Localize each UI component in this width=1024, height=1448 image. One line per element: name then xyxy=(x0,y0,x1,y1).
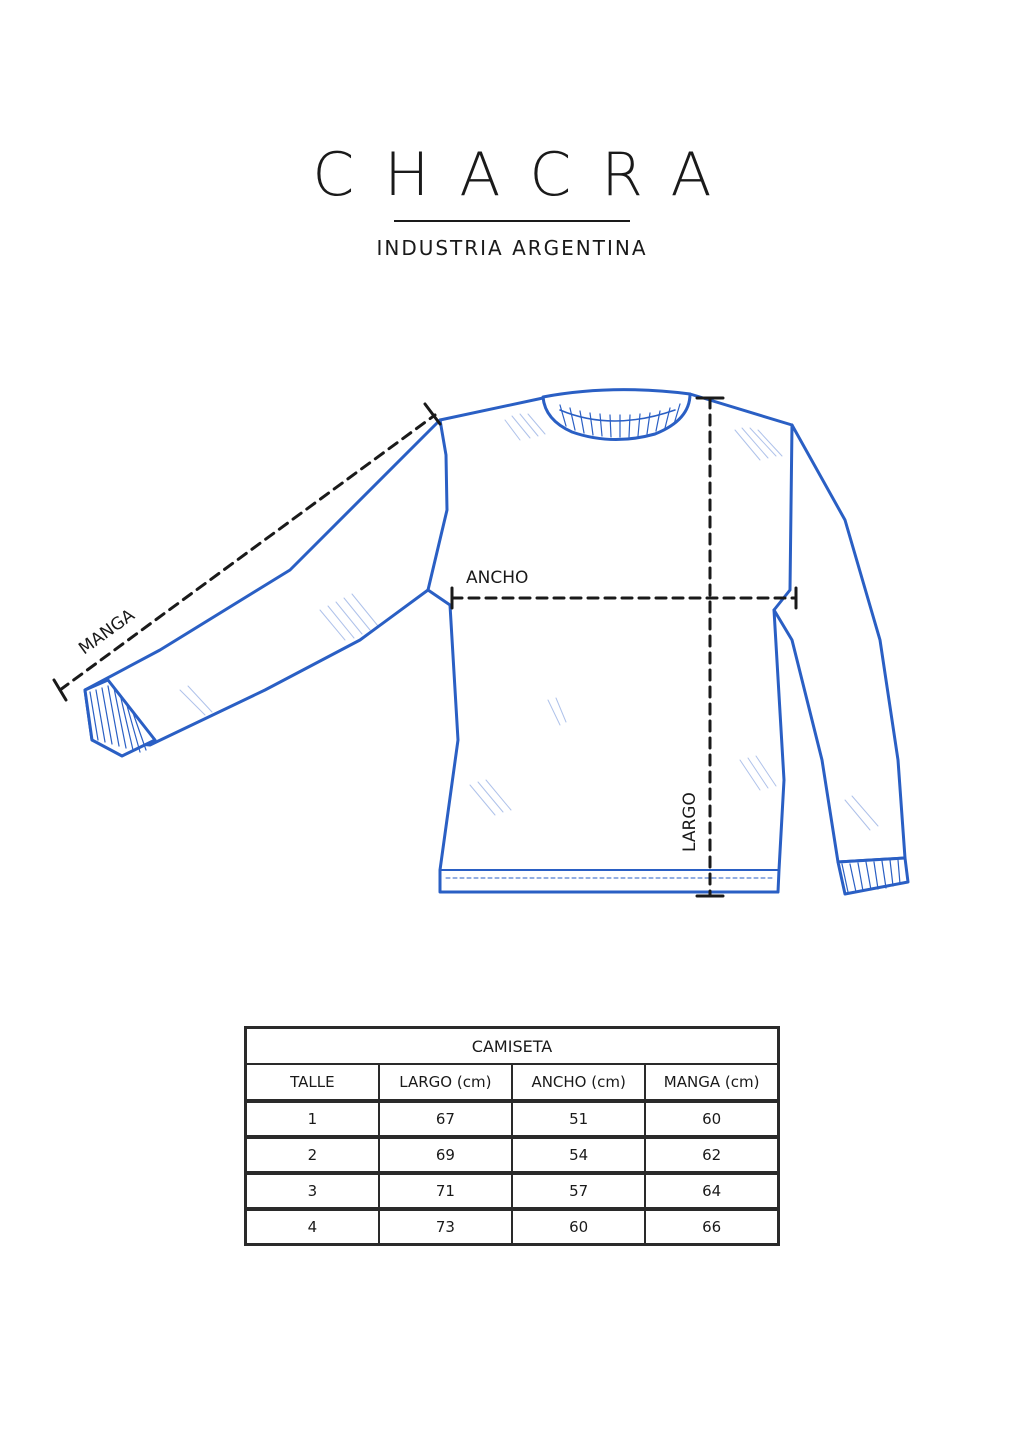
size-table-header-row xyxy=(246,1064,779,1101)
cell-sleeve: 62 xyxy=(645,1137,778,1173)
sleeve-measure-end-bottom xyxy=(54,680,66,700)
header-size: TALLE xyxy=(246,1064,379,1101)
table-row xyxy=(246,1137,779,1173)
cell-width: 51 xyxy=(512,1101,645,1137)
cell-sleeve: 64 xyxy=(645,1173,778,1209)
cell-size: 3 xyxy=(246,1173,379,1209)
size-table xyxy=(244,1026,780,1246)
cell-length: 73 xyxy=(379,1209,512,1245)
cuff-right xyxy=(838,858,908,894)
cell-length: 69 xyxy=(379,1137,512,1173)
cell-size: 4 xyxy=(246,1209,379,1245)
cell-size: 1 xyxy=(246,1101,379,1137)
header-width: ANCHO (cm) xyxy=(512,1064,645,1101)
sleeve-left xyxy=(85,420,440,745)
table-row xyxy=(246,1173,779,1209)
brand-title: CHACRA xyxy=(312,140,742,210)
brand-header xyxy=(0,140,1024,260)
brand-tagline: INDUSTRIA ARGENTINA xyxy=(376,236,648,260)
sweater-diagram xyxy=(0,380,1024,920)
length-label: LARGO xyxy=(680,792,700,852)
size-table-title: CAMISETA xyxy=(246,1028,779,1065)
table-row xyxy=(246,1209,779,1245)
cell-width: 54 xyxy=(512,1137,645,1173)
cell-width: 57 xyxy=(512,1173,645,1209)
sleeve-measure-end-top xyxy=(425,404,440,424)
cell-sleeve: 66 xyxy=(645,1209,778,1245)
header-sleeve: MANGA (cm) xyxy=(645,1064,778,1101)
sleeve-label: MANGA xyxy=(75,605,139,660)
table-row xyxy=(246,1101,779,1137)
cell-length: 71 xyxy=(379,1173,512,1209)
size-table-caption-row xyxy=(246,1028,779,1065)
width-label: ANCHO xyxy=(466,568,529,588)
cell-length: 67 xyxy=(379,1101,512,1137)
header-length: LARGO (cm) xyxy=(379,1064,512,1101)
cell-sleeve: 60 xyxy=(645,1101,778,1137)
cell-width: 60 xyxy=(512,1209,645,1245)
sleeve-measure-line xyxy=(60,415,435,690)
sweater-drawing xyxy=(85,390,908,894)
sleeve-right xyxy=(774,425,905,862)
brand-divider xyxy=(394,220,630,222)
cell-size: 2 xyxy=(246,1137,379,1173)
sweater-body xyxy=(428,394,792,892)
